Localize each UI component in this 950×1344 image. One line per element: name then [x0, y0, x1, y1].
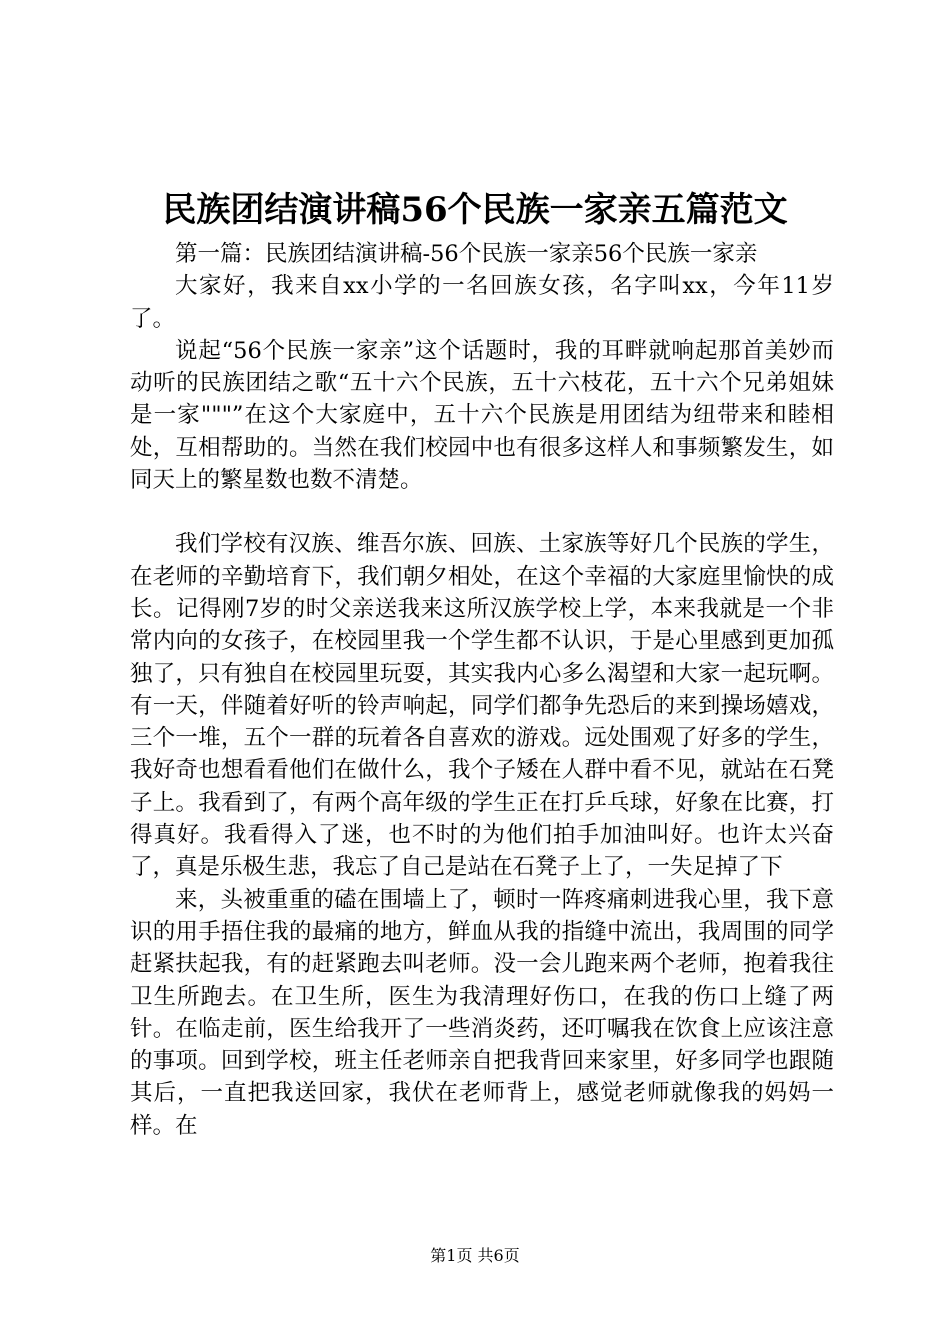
paragraph-school-story: 我们学校有汉族、维吾尔族、回族、土家族等好几个民族的学生，在老师的辛勤培育下，我们朝夕相处，在这个幸福的大家庭里愉快的成长。记得刚7岁的时父亲送我来这所汉族学校上学，本来我就是一个非常内向的女孩子，在校园里我一个学生都不认识，于是心里感到更加孤独了，只有独自在校园里玩耍，其实我内心多么渴望和大家一起玩啊。有一天，伴随着好听的铃声响起，同学们都争先恐后的来到操场嬉戏，三个一堆，五个一群的玩着各自喜欢的游戏。远处围观了好多的学生，我好奇也想看看他们在做什么，我个子矮在人群中看不见，就站在石凳子上。我看到了，有两个高年级的学生正在打乒乓球，好象在比赛，打得真好。我看得入了迷，也不时的为他们拍手加油叫好。也许太兴奋了，真是乐极生悲，我忘了自己是站在石凳子上了，一失足掉了下 — [130, 531, 834, 881]
document-body — [130, 238, 834, 1142]
paragraph-intro: 大家好，我来自xx小学的一名回族女孩，名字叫xx，今年11岁了。 — [130, 273, 834, 332]
document-title: 民族团结演讲稿56个民族一家亲五篇范文 — [162, 190, 788, 230]
page-number-footer: 第1页 共6页 — [430, 1246, 520, 1265]
paragraph-heading-first: 第一篇：民族团结演讲稿-56个民族一家亲56个民族一家亲 — [175, 241, 758, 267]
paragraph-injury-story: 来，头被重重的磕在围墙上了，顿时一阵疼痛刺进我心里，我下意识的用手捂住我的最痛的地方，鲜血从我的指缝中流出，我周围的同学赶紧扶起我，有的赶紧跑去叫老师。没一会儿跑来两个老师，抱着我往卫生所跑去。在卫生所，医生为我清理好伤口，在我的伤口上缝了两针。在临走前，医生给我开了一些消炎药，还叮嘱我在饮食上应该注意的事项。回到学校，班主任老师亲自把我背回来家里，好多同学也跟随其后，一直把我送回家，我伏在老师背上，感觉老师就像我的妈妈一样。在 — [130, 886, 834, 1139]
paragraph-theme: 说起“56个民族一家亲”这个话题时，我的耳畔就响起那首美妙而动听的民族团结之歌“五十六个民族，五十六枝花，五十六个兄弟姐妹是一家"""”在这个大家庭中，五十六个民族是用团结为纽带来和睦相处，互相帮助的。当然在我们校园中也有很多这样人和事频繁发生，如同天上的繁星数也数不清楚。 — [130, 337, 834, 494]
